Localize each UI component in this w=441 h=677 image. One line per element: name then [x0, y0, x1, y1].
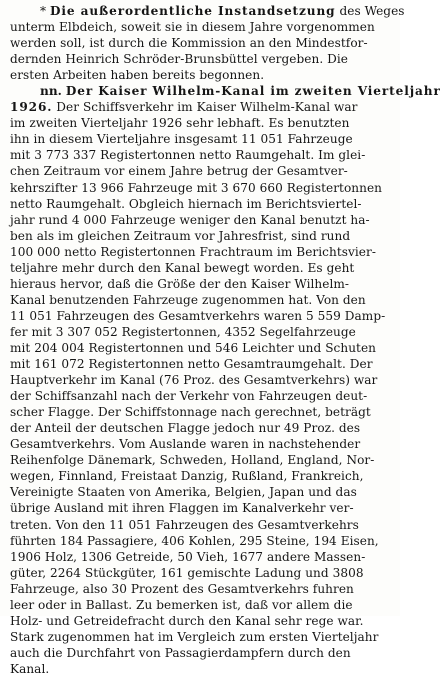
article2-line: Kanal benutzenden Fahrzeuge zugenommen hat. Von den [10, 292, 366, 307]
article2-line: güter, 2264 Stückgüter, 161 gemischte Ladung und 3808 [10, 565, 364, 580]
article2-line: mit 161 072 Registertonnen netto Gesamtraumgehalt. Der [10, 357, 373, 372]
article2-line: wegen, Finnland, Freistaat Danzig, Rußland, Frankreich, [10, 469, 364, 484]
article2-title-line-2 [10, 99, 394, 115]
article1-lead-rest: des Weges [335, 4, 405, 18]
article2-line: auch die Durchfahrt von Passagierdampfern durch den [10, 645, 351, 660]
article2-line: 1906 Holz, 1306 Getreide, 50 Vieh, 1677 andere Massen- [10, 549, 366, 564]
article2-line: Holz- und Getreidefracht durch den Kanal sehr rege war. [10, 613, 364, 628]
article1-lead-line [10, 3, 405, 19]
article2-title-year: 1926. [10, 100, 53, 115]
article2-line: Hauptverkehr im Kanal (76 Proz. des Gesamtverkehrs) war [10, 373, 378, 388]
article2-line: 100 000 netto Registertonnen Frachtraum im Berichtsvier- [10, 244, 376, 259]
article2-line: führten 184 Passagiere, 406 Kohlen, 295 Steine, 194 Eisen, [10, 533, 379, 548]
article2-line: ben als im gleichen Zeitraum vor Jahresfrist, sind rund [10, 228, 351, 243]
article2-line: netto Raumgehalt. Obgleich hiernach im Berichtsviertel- [10, 196, 362, 211]
article2-line: übrige Ausland mit ihren Flaggen im Kanalverkehr ver- [10, 501, 354, 516]
article2-line: hieraus hervor, daß die Größe der den Kaiser Wilhelm- [10, 276, 350, 291]
article2-title-line [10, 83, 441, 99]
article2-line: der Anteil der deutschen Flagge jedoch nur 49 Proz. des [10, 421, 361, 436]
article2-line: Reihenfolge Dänemark, Schweden, Holland, England, Nor- [10, 453, 375, 468]
article2-line: 11 051 Fahrzeugen des Gesamtverkehrs waren 5 559 Damp- [10, 308, 386, 323]
article2-first-rest: Der Schiffsverkehr im Kaiser Wilhelm-Kanal war [52, 100, 358, 115]
article1-title: Die außerordentliche Instandsetzung [50, 4, 336, 18]
article2-line: der Schiffsanzahl nach der Verkehr von Fahrzeugen deut- [10, 389, 368, 404]
article2-line: fer mit 3 307 052 Registertonnen, 4352 Segelfahrzeuge [10, 324, 356, 339]
article2-line: Vereinigte Staaten von Amerika, Belgien, Japan und das [10, 485, 357, 500]
article2-line: im zweiten Vierteljahr 1926 sehr lebhaft. Es benutzten [10, 116, 350, 131]
article1-marker: * [40, 4, 47, 18]
article2-line: Fahrzeuge, also 30 Prozent des Gesamtverkehrs fuhren [10, 581, 354, 596]
article1-line: dernden Heinrich Schröder-Brunsbüttel vergeben. Die [10, 52, 348, 67]
article1-line: unterm Elbdeich, soweit sie in diesem Jahre vorgenommen [10, 20, 375, 35]
article2-line: leer oder in Ballast. Zu bemerken ist, daß vor allem die [10, 597, 353, 612]
article2-marker: nn. [40, 84, 62, 99]
article1-line: ersten Arbeiten haben bereits begonnen. [10, 68, 265, 83]
article2-line: mit 204 004 Registertonnen und 546 Leichter und Schuten [10, 340, 376, 355]
text-column [10, 3, 441, 677]
article1-line: werden soll, ist durch die Kommission an den Mindestfor- [10, 36, 368, 51]
article2-line: jahr rund 4 000 Fahrzeuge weniger den Kanal benutzt ha- [10, 212, 370, 227]
article2-line: treten. Von den 11 051 Fahrzeugen des Gesamtverkehrs [10, 517, 359, 532]
article2-line: mit 3 773 337 Registertonnen netto Raumgehalt. Im glei- [10, 148, 366, 163]
article2-title: Der Kaiser Wilhelm-Kanal im zweiten Vierteljahr [65, 84, 441, 99]
article2-line: Gesamtverkehrs. Vom Auslande waren in nachstehender [10, 437, 361, 452]
article2-line: teljahre mehr durch den Kanal bewegt worden. Es geht [10, 260, 355, 275]
article2-line: scher Flagge. Der Schiffstonnage nach gerechnet, beträgt [10, 405, 371, 420]
article2-line: Kanal. [10, 661, 50, 676]
article2-line: ihn in diesem Vierteljahre insgesamt 11 051 Fahrzeuge [10, 132, 353, 147]
article2-line: kehrszifter 13 966 Fahrzeuge mit 3 670 660 Registertonnen [10, 180, 383, 195]
article2-line: Stark zugenommen hat im Vergleich zum ersten Vierteljahr [10, 629, 379, 644]
article2-line: chen Zeitraum vor einem Jahre betrug der Gesamtver- [10, 164, 348, 179]
